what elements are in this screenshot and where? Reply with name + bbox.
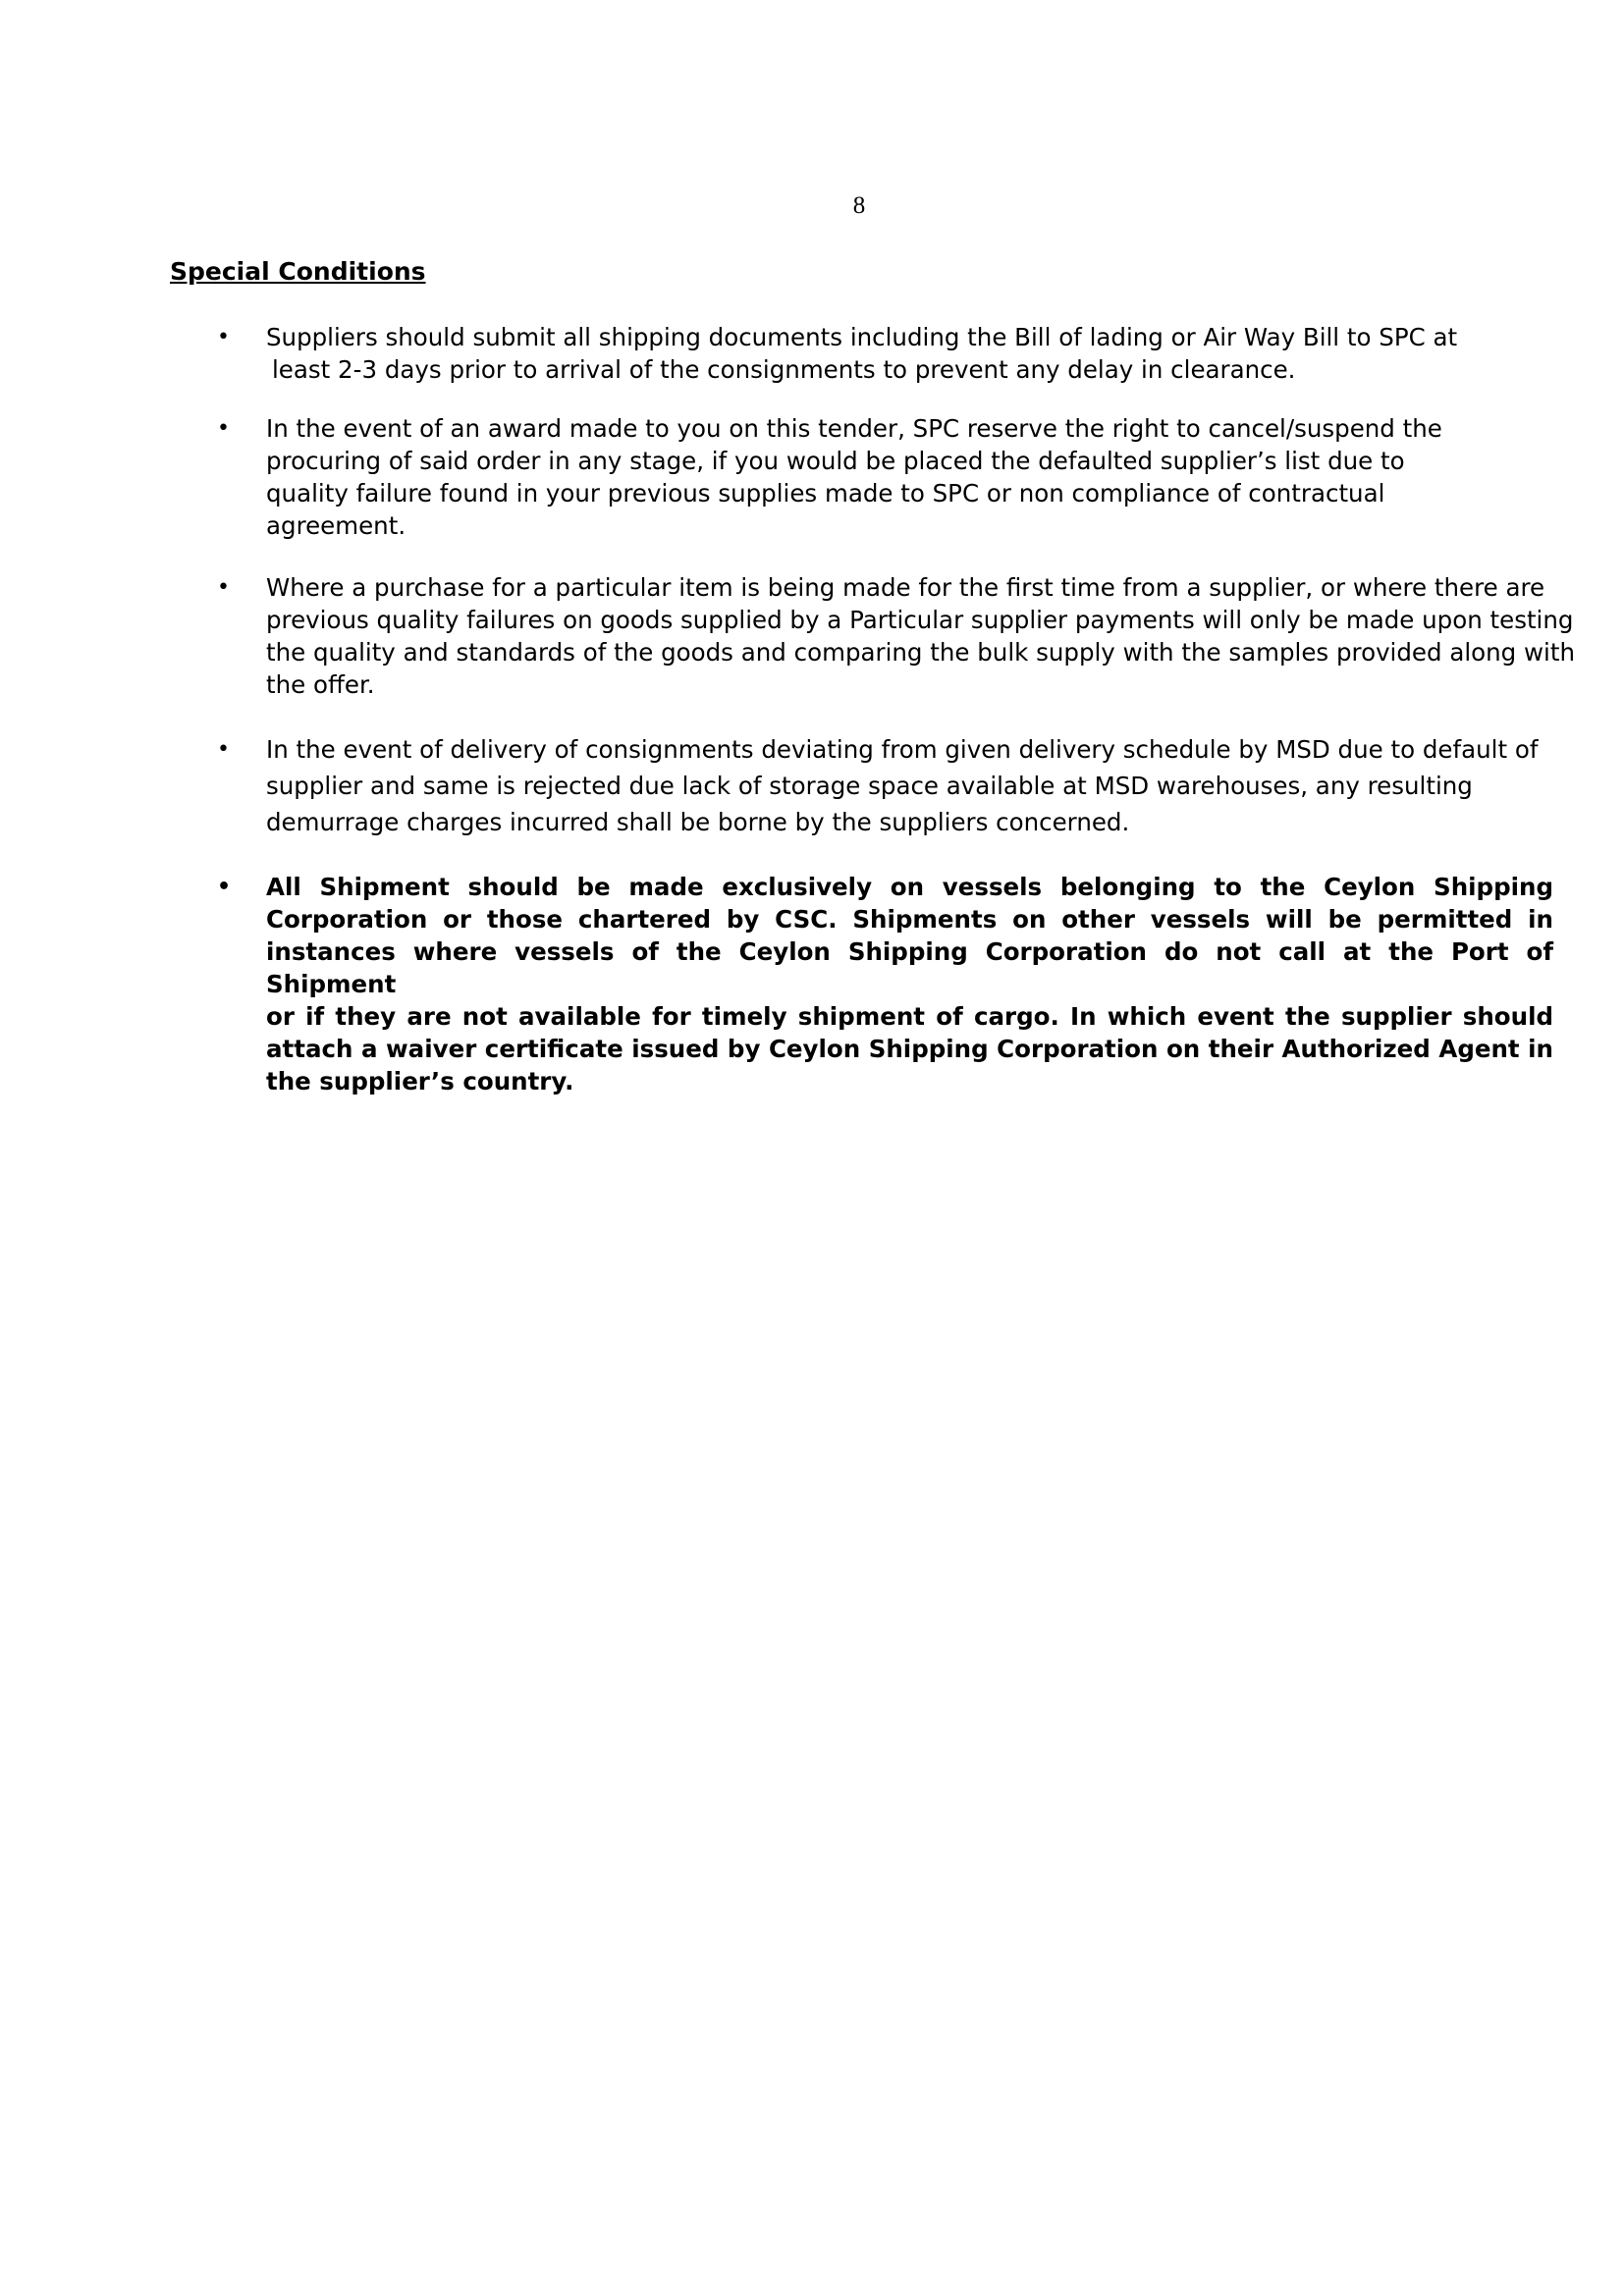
condition-item-shipping-documents — [217, 321, 1553, 386]
item-line: In the event of an award made to you on this tender, SPC reserve the right to cancel/suspend the — [266, 414, 1442, 443]
page-number: 8 — [852, 192, 866, 219]
item-line: Corporation or those chartered by CSC. Shipments on other vessels will be permitted in — [266, 905, 1553, 934]
condition-item-shipping-corporation — [217, 871, 1554, 1097]
bullet-icon: • — [217, 416, 230, 441]
bullet-icon: • — [217, 737, 230, 762]
item-line: Suppliers should submit all shipping documents including the Bill of lading or Air Way Bill to SPC at — [266, 323, 1458, 351]
bullet-icon: • — [217, 325, 230, 349]
item-line: instances where vessels of the Ceylon Shipping Corporation do not call at the Port of Shipment — [266, 937, 1553, 998]
item-line: In the event of delivery of consignments deviating from given delivery schedule by MSD due to default of — [266, 735, 1539, 764]
item-line: procuring of said order in any stage, if you would be placed the defaulted supplier’s list due to — [266, 447, 1405, 475]
item-line: least 2-3 days prior to arrival of the consignments to prevent any delay in clearance. — [272, 355, 1296, 384]
item-line: agreement. — [266, 511, 406, 540]
bullet-icon: • — [217, 575, 230, 600]
item-line: quality failure found in your previous supplies made to SPC or non compliance of contractual — [266, 479, 1385, 507]
condition-item-award-cancellation — [217, 412, 1553, 542]
item-line: the supplier’s country. — [266, 1067, 574, 1095]
item-line: All Shipment should be made exclusively on vessels belonging to the Ceylon Shipping — [266, 873, 1553, 901]
item-line: demurrage charges incurred shall be borne by the suppliers concerned. — [266, 808, 1130, 836]
condition-item-quality-testing — [217, 571, 1575, 701]
item-line: attach a waiver certificate issued by Ceylon Shipping Corporation on their Authorized Agent in — [266, 1035, 1554, 1063]
item-line: supplier and same is rejected due lack of storage space available at MSD warehouses, any resulting — [266, 772, 1473, 800]
item-line: or if they are not available for timely shipment of cargo. In which event the supplier should — [266, 1002, 1553, 1031]
bullet-icon: • — [217, 875, 232, 899]
item-line: previous quality failures on goods supplied by a Particular supplier payments will only be made upon testing — [266, 606, 1574, 634]
section-heading: Special Conditions — [170, 257, 426, 286]
item-line: Where a purchase for a particular item is being made for the first time from a supplier, or where there are — [266, 573, 1545, 602]
condition-item-demurrage-charges — [217, 731, 1553, 840]
item-line: the quality and standards of the goods and comparing the bulk supply with the samples provided along with — [266, 638, 1575, 667]
item-line: the offer. — [266, 670, 375, 699]
